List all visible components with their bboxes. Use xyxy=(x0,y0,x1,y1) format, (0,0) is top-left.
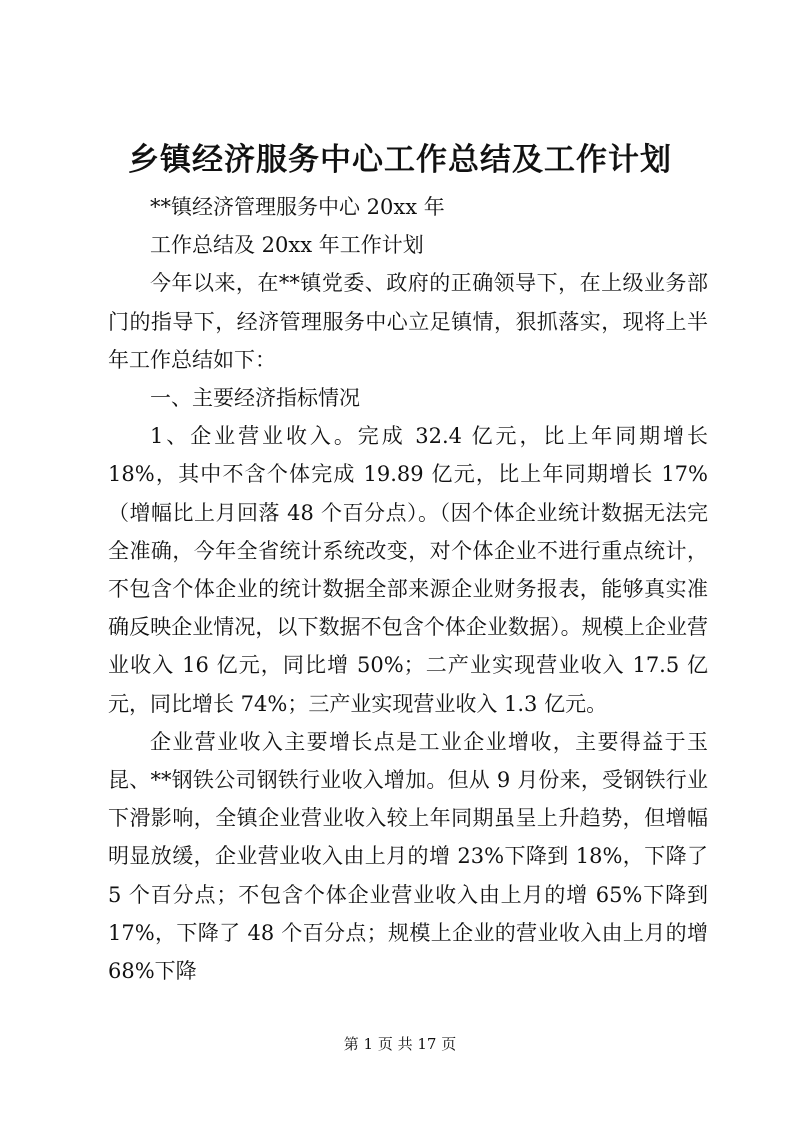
subtitle-line-1: **镇经济管理服务中心 20xx 年 xyxy=(150,195,445,219)
paragraph-growth: 企业营业收入主要增长点是工业企业增收，主要得益于玉昆、**钢铁公司钢铁行业收入增加。但从 9 月份来，受钢铁行业下滑影响，全镇企业营业收入较上年同期虽呈上升趋势，但增幅明显放缓，企业营业收入由上月的增 23%下降到 18%，下降了 5 个百分点；不包含个体企业营业收入由上月的增 65%下降到 17%，下降了 48 个百分点；规模上企业的营业收入由上月的增 68%下降 xyxy=(108,729,708,984)
paragraph-revenue: 1、企业营业收入。完成 32.4 亿元，比上年同期增长 18%，其中不含个体完成 19.89 亿元，比上年同期增长 17%（增幅比上月回落 48 个百分点）。（因个体企业统计数据无法完全准确，今年全省统计系统改变，对个体企业不进行重点统计，不包含个体企业的统计数据全部来源企业财务报表，能够真实准确反映企业情况，以下数据不包含个体企业数据）。规模上企业营业收入 16 亿元，同比增 50%；二产业实现营业收入 17.5 亿元，同比增长 74%；三产业实现营业收入 1.3 亿元。 xyxy=(108,424,708,716)
page-footer: 第 1 页 共 17 页 xyxy=(343,1035,457,1053)
section-heading: 一、主要经济指标情况 xyxy=(150,386,360,411)
subtitle-line-2: 工作总结及 20xx 年工作计划 xyxy=(150,233,424,258)
document-title: 乡镇经济服务中心工作总结及工作计划 xyxy=(128,142,672,178)
document-body xyxy=(108,188,708,990)
paragraph-intro: 今年以来，在**镇党委、政府的正确领导下，在上级业务部门的指导下，经济管理服务中心立足镇情，狠抓落实，现将上半年工作总结如下： xyxy=(108,271,708,372)
